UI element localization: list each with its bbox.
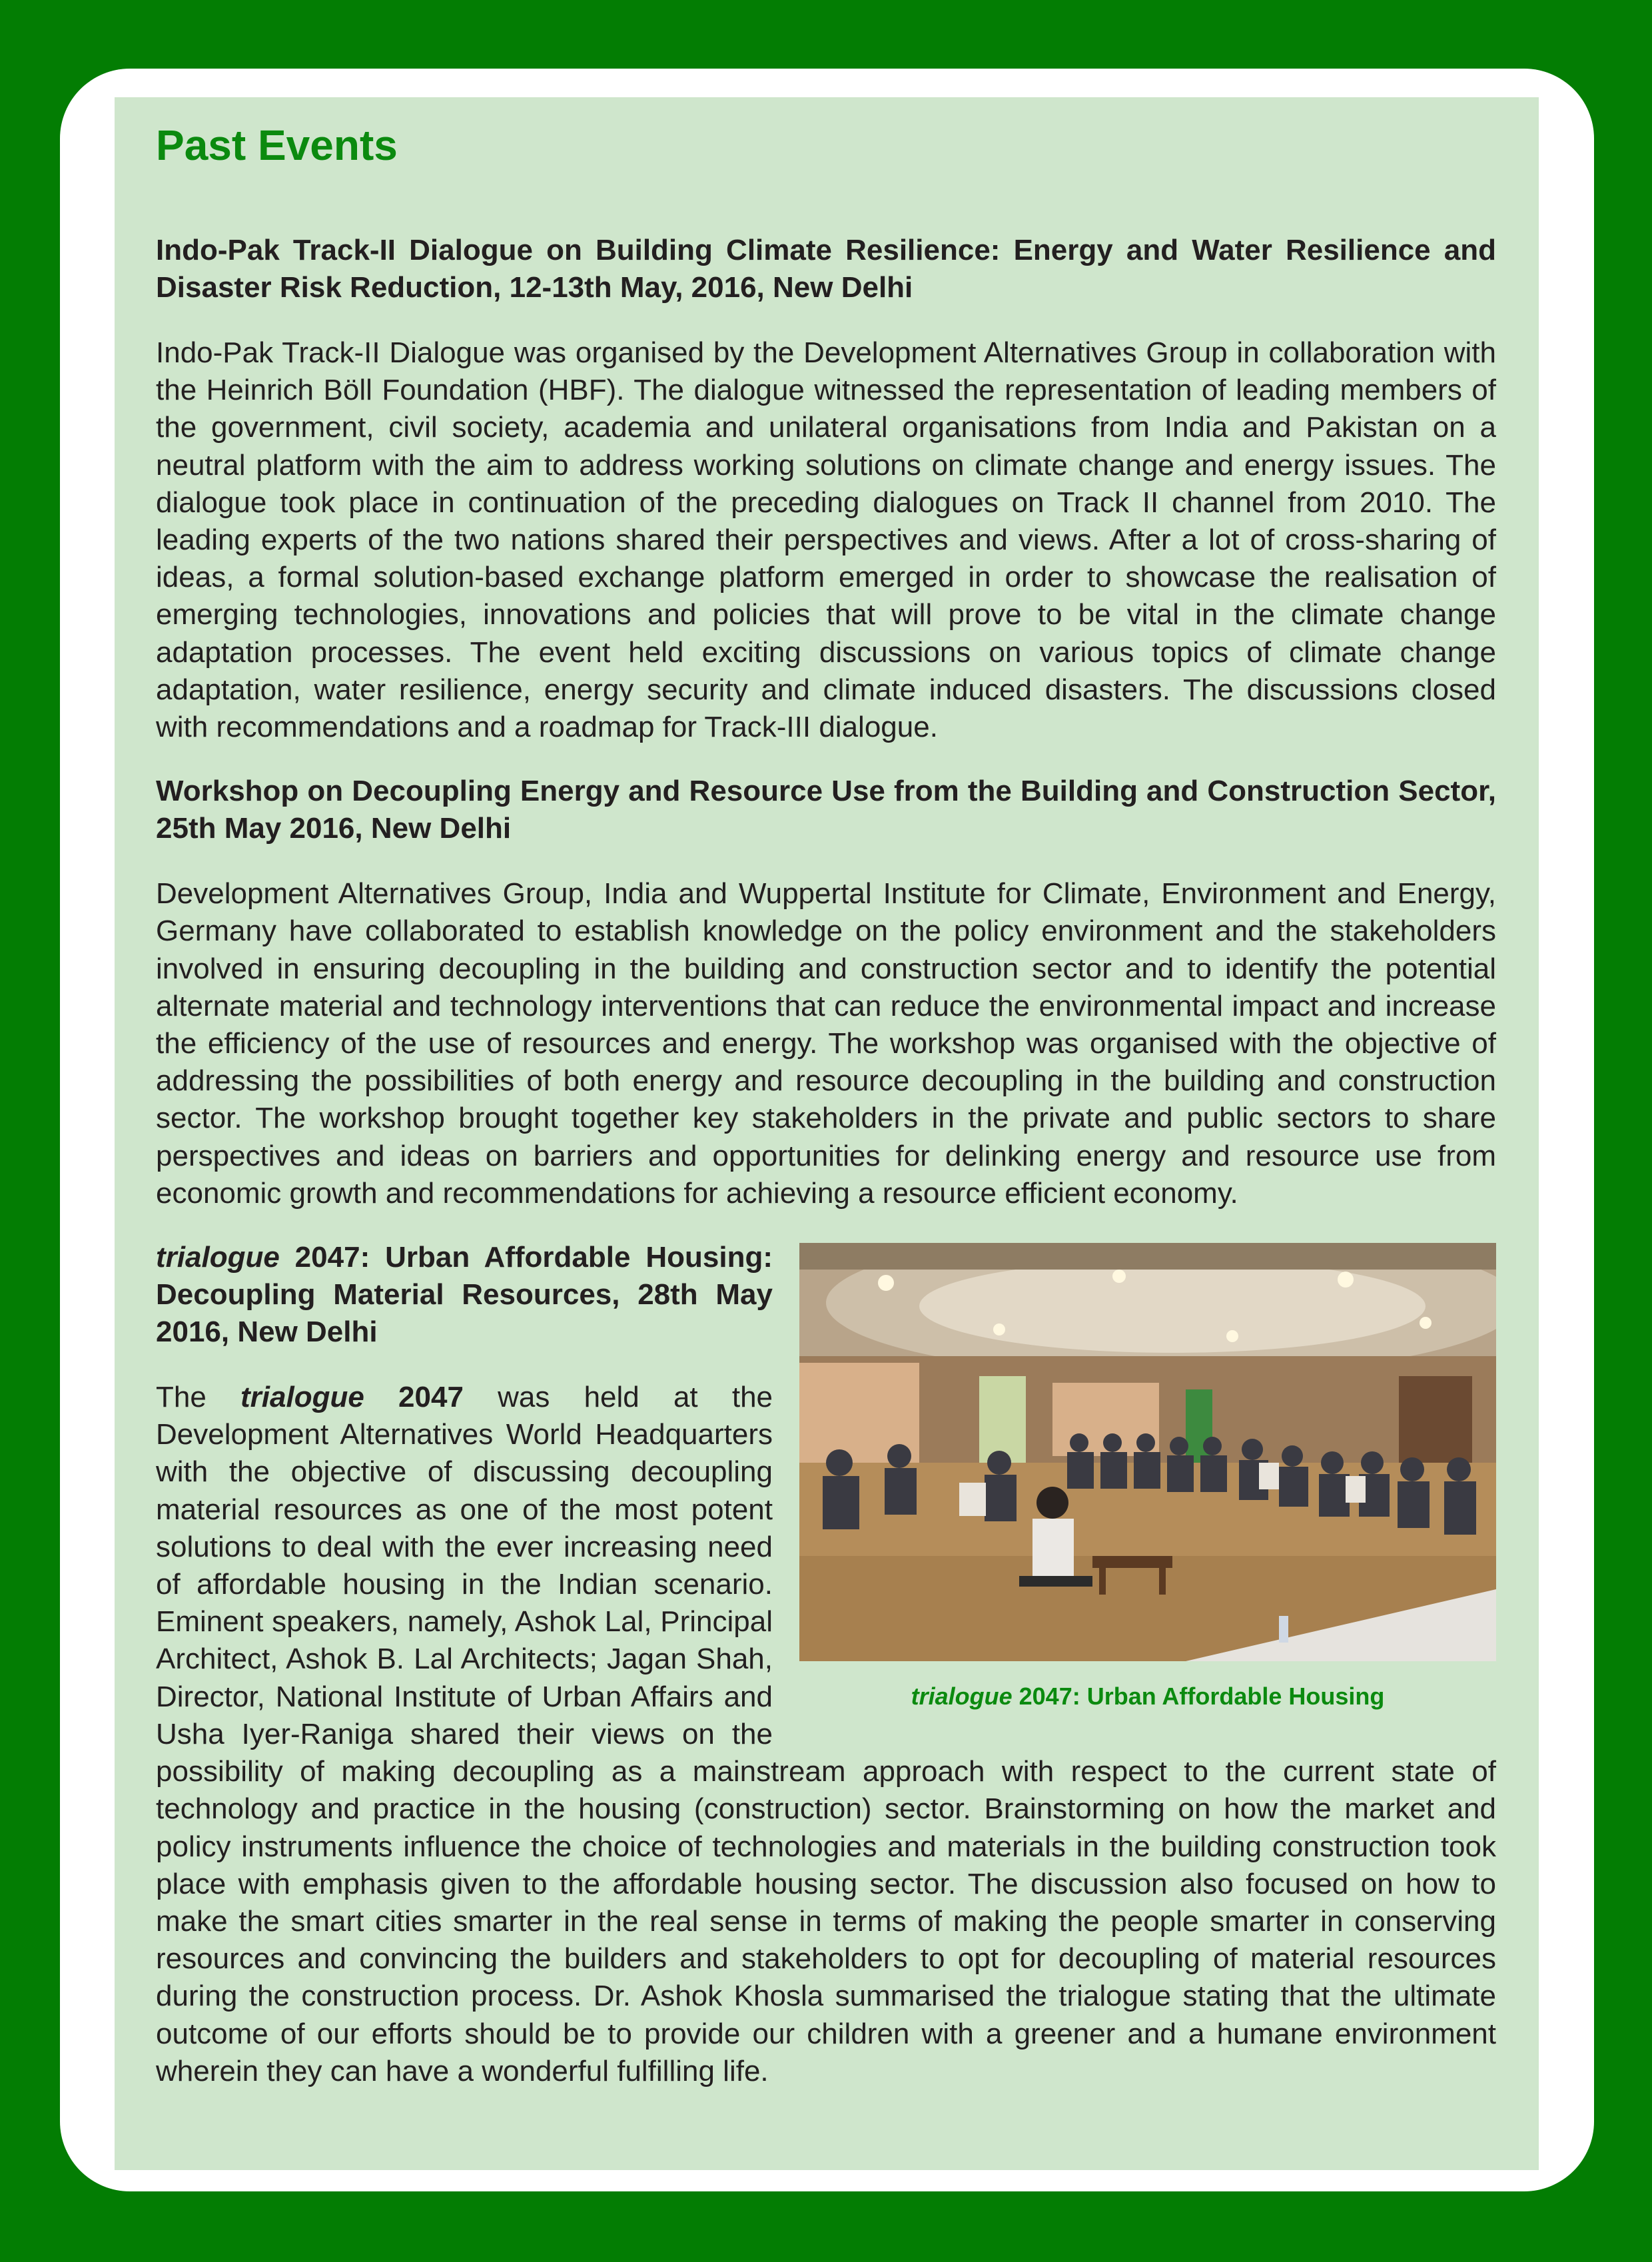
heading-trialogue-rest: 2047: Urban Affordable Housing: Decoupling Material Resources, 28th May 2016, New Delhi xyxy=(156,1241,773,1349)
trialogue-section xyxy=(156,1239,1496,2090)
event-body-decoupling-workshop: Development Alternatives Group, India and Wuppertal Institute for Climate, Environment and Energy, Germany have collaborated to establish knowledge on the policy environment and the stakeholders involved in ensuring decoupling in the building and construction sector and to identify the potential alternate material and technology interventions that can reduce the environmental impact and increase the efficiency of the use of resources and energy. The workshop was organised with the objective of addressing the possibilities of both energy and resource decoupling in the building and construction sector. The workshop brought together key stakeholders in the private and public sectors to share perspectives and ideas on barriers and opportunities for delinking energy and resource use from economic growth and recommendations for achieving a resource efficient economy. xyxy=(156,877,1496,1210)
body-trialogue-lead: The xyxy=(156,1381,241,1414)
event-heading-indo-pak: Indo-Pak Track-II Dialogue on Building Climate Resilience: Energy and Water Resilience and Disaster Risk Reduction, 12-13th May, 2016, New Delhi xyxy=(156,234,1496,304)
photo-caption xyxy=(799,1683,1496,1710)
page-title: Past Events xyxy=(156,121,398,169)
heading-trialogue-italic: trialogue xyxy=(156,1241,280,1274)
caption-italic: trialogue xyxy=(911,1683,1013,1710)
body-trialogue-text: was held at the Development Alternatives World Headquarters with the objective of discussing decoupling material resources as one of the most potent solutions to deal with the ever increasing need of affordable housing in the Indian scenario. Eminent speakers, namely, Ashok Lal, Principal Architect, Ashok B. Lal Architects; Jagan Shah, Director, National Institute of Urban Affairs and Usha Iyer-Raniga shared their views on the possibility of making decoupling as a mainstream approach with respect to the current state of technology and practice in the housing (construction) sector. Brainstorming on how the market and policy instruments influence the choice of technologies and materials in the building construction took place with emphasis given to the affordable housing sector. The discussion also focused on how to make the smart cities smarter in the real sense in terms of making the people smarter in conserving resources and convincing the builders and stakeholders to opt for decoupling of material resources during the construction process. Dr. Ashok Khosla summarised the trialogue stating that the ultimate outcome of our efforts should be to provide our children with a greener and a humane environment wherein they can have a wonderful fulfilling life. xyxy=(156,1381,1496,2087)
trialogue-figure xyxy=(799,1239,1496,1710)
event-heading-decoupling-workshop: Workshop on Decoupling Energy and Resource Use from the Building and Construction Sector, 25th May 2016, New Delhi xyxy=(156,775,1496,845)
article xyxy=(156,119,1496,2117)
body-trialogue-italic: trialogue xyxy=(240,1381,364,1414)
caption-rest: 2047: Urban Affordable Housing xyxy=(1012,1683,1385,1710)
body-trialogue-bold: 2047 xyxy=(364,1381,464,1414)
event-body-indo-pak: Indo-Pak Track-II Dialogue was organised by the Development Alternatives Group in collaboration with the Heinrich Böll Foundation (HBF). The dialogue witnessed the representation of leading members of the government, civil society, academia and unilateral organisations from India and Pakistan on a neutral platform with the aim to address working solutions on climate change and energy issues. The dialogue took place in continuation of the preceding dialogues on Track II channel from 2010. The leading experts of the two nations shared their perspectives and views. After a lot of cross-sharing of ideas, a formal solution-based exchange platform emerged in order to showcase the realisation of emerging technologies, innovations and policies that will prove to be vital in the climate change adaptation processes. The event held exciting discussions on various topics of climate change adaptation, water resilience, energy security and climate induced disasters. The discussions closed with recommendations and a roadmap for Track-III dialogue. xyxy=(156,336,1496,744)
trialogue-event-photo xyxy=(799,1243,1496,1661)
